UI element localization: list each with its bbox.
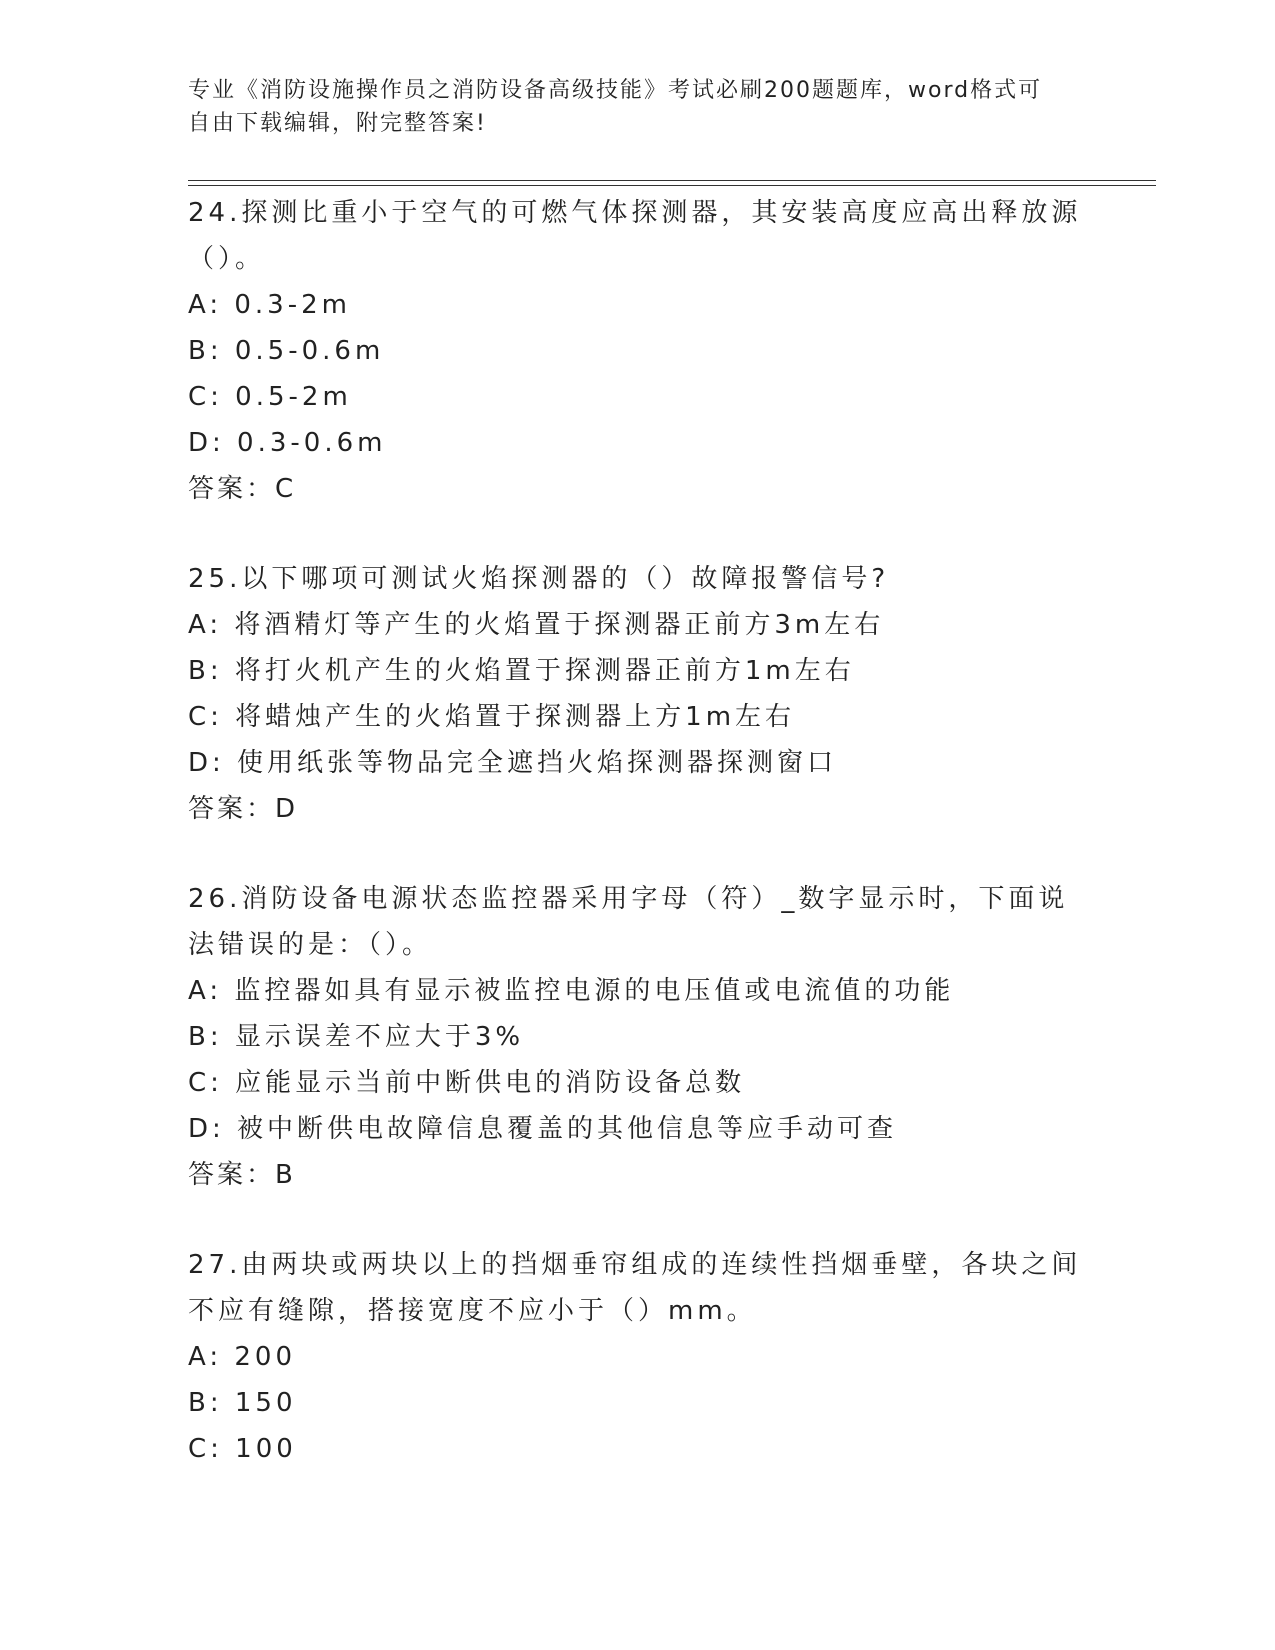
header-divider-bottom	[188, 185, 1156, 186]
option-d: D: 被中断供电故障信息覆盖的其他信息等应手动可查	[188, 1114, 898, 1144]
answer-label: 答案：C	[188, 474, 297, 504]
header-divider-top	[188, 180, 1156, 181]
header-line-1: 专业《消防设施操作员之消防设备高级技能》考试必刷200题题库，word格式可	[188, 78, 1043, 103]
option-b: B: 0.5-0.6m	[188, 336, 385, 366]
option-b: B: 150	[188, 1388, 297, 1418]
option-a: A: 200	[188, 1342, 296, 1372]
document-header	[188, 74, 1088, 140]
option-c: C: 应能显示当前中断供电的消防设备总数	[188, 1068, 746, 1098]
option-c: C: 100	[188, 1434, 297, 1464]
question-stem: 26.消防设备电源状态监控器采用字母（符）_数字显示时，下面说法错误的是：（）。	[188, 884, 1069, 960]
answer-label: 答案：B	[188, 1160, 296, 1190]
question-27	[188, 1242, 1088, 1472]
option-a: A: 0.3-2m	[188, 290, 351, 320]
option-d: D: 使用纸张等物品完全遮挡火焰探测器探测窗口	[188, 748, 838, 778]
option-a: A: 将酒精灯等产生的火焰置于探测器正前方3m左右	[188, 610, 885, 640]
question-stem: 25.以下哪项可测试火焰探测器的（）故障报警信号?	[188, 564, 890, 594]
option-c: C: 将蜡烛产生的火焰置于探测器上方1m左右	[188, 702, 796, 732]
option-b: B: 将打火机产生的火焰置于探测器正前方1m左右	[188, 656, 855, 686]
option-a: A: 监控器如具有显示被监控电源的电压值或电流值的功能	[188, 976, 955, 1006]
question-26	[188, 876, 1088, 1198]
question-stem: 27.由两块或两块以上的挡烟垂帘组成的连续性挡烟垂壁，各块之间不应有缝隙，搭接宽度不应小于（）mm。	[188, 1250, 1082, 1326]
option-b: B: 显示误差不应大于3%	[188, 1022, 525, 1052]
header-line-2: 自由下载编辑，附完整答案!	[188, 111, 487, 136]
question-list	[188, 190, 1088, 1516]
option-c: C: 0.5-2m	[188, 382, 352, 412]
question-stem: 24.探测比重小于空气的可燃气体探测器，其安装高度应高出释放源（）。	[188, 198, 1082, 274]
question-25	[188, 556, 1088, 832]
answer-label: 答案：D	[188, 794, 299, 824]
question-24	[188, 190, 1088, 512]
option-d: D: 0.3-0.6m	[188, 428, 387, 458]
